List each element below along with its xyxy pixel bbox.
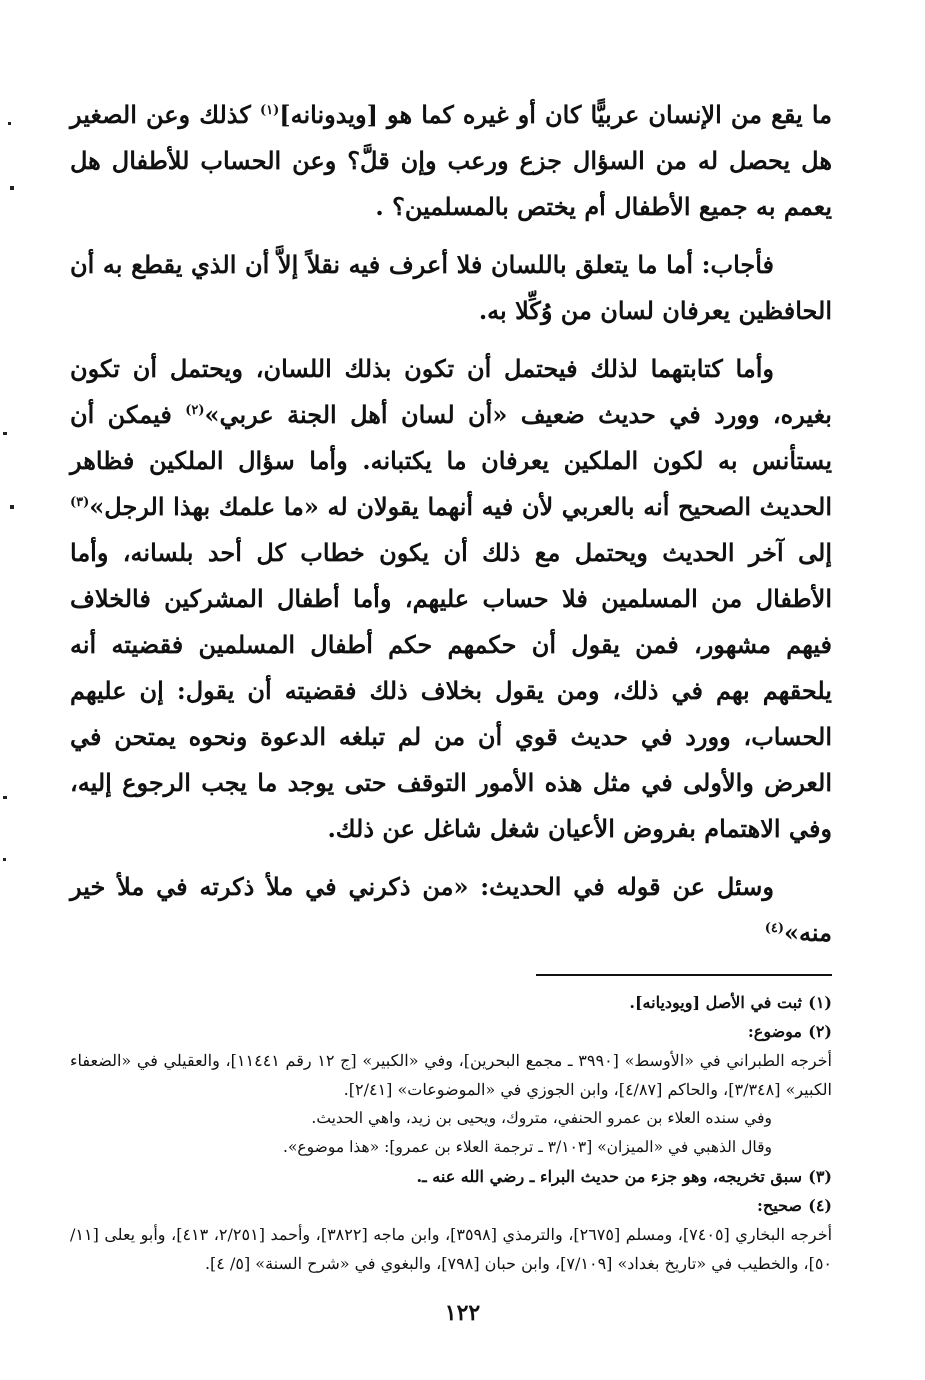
- scan-speck: [3, 432, 7, 435]
- footnote-2-note-1: وفي سنده العلاء بن عمرو الحنفي، متروك، ويحيى بن زيد، واهي الحديث.: [311, 1109, 772, 1127]
- footnote-divider: [536, 974, 832, 976]
- footnotes: [70, 988, 832, 1278]
- footnote-1: (١)ثبت في الأصل [ويوديانه].: [629, 993, 832, 1012]
- footnote-ref-4: (٤): [764, 921, 785, 936]
- footnote-2-heading: (٢)موضوع:: [747, 1022, 832, 1041]
- footnote-ref-2: (٢): [185, 403, 205, 418]
- footnote-2-note-2: وقال الذهبي في «الميزان» [٣/١٠٣ ـ ترجمة العلاء بن عمرو]: «هذا موضوع».: [283, 1138, 772, 1156]
- scan-speck: [10, 505, 14, 509]
- paragraph-4: وسئل عن قوله في الحديث: «من ذكرني في ملأ ذكرته في ملأ خير منه»$^{(٤)}$: [70, 872, 832, 947]
- paragraph-1: ما يقع من الإنسان عربيًّا كان أو غيره كما هو [ويدونانه]$^{(١)}$ كذلك وعن الصغير هل يحصل له من السؤال جزع ورعب وإن قلَّ؟ وعن الحساب للأطفال هل يعمم به جميع الأطفال أم يختص بالمسلمين؟ .: [70, 100, 832, 221]
- page-content: [70, 92, 832, 1278]
- footnote-2-body: أخرجه الطبراني في «الأوسط» [٣٩٩٠ ـ مجمع البحرين]، وفي «الكبير» [ج ١٢ رقم ١١٤٤١]، والعقيلي في «الضعفاء الكبير» [٣/٣٤٨]، والحاكم [٤/٨٧]، وابن الجوزي في «الموضوعات» [٢/٤١].: [70, 1051, 832, 1099]
- main-text: [70, 92, 832, 956]
- footnote-ref-3: (٣): [70, 495, 90, 510]
- scan-speck: [8, 122, 11, 125]
- paragraph-2: فأجاب: أما ما يتعلق باللسان فلا أعرف فيه نقلاً إلاَّ أن الذي يقطع به أن الحافظين يعرفان لسان من وُكِّلا به.: [70, 250, 832, 325]
- scan-speck: [3, 796, 7, 799]
- scan-speck: [10, 186, 14, 190]
- footnote-ref-1: (١): [259, 103, 280, 118]
- footnote-3: (٣)سبق تخريجه، وهو جزء من حديث البراء ـ رضي الله عنه ـ.: [416, 1167, 832, 1186]
- paragraph-3: وأما كتابتهما لذلك فيحتمل أن تكون بذلك اللسان، ويحتمل أن تكون بغيره، وورد في حديث ضعيف «أن لسان أهل الجنة عربي»$^{(٢)}$ فيمكن أن يستأنس به لكون الملكين يعرفان ما يكتبانه. وأما سؤال الملكين فظاهر الحديث الصحيح أنه بالعربي لأن فيه أنهما يقولان له «ما علمك بهذا الرجل»$^{(٣)}$ إلى آخر الحديث ويحتمل مع ذلك أن يكون خطاب كل أحد بلسانه، وأما الأطفال من المسلمين فلا حساب عليهم، وأما أطفال المشركين فالخلاف فيهم مشهور، فمن يقول أن حكمهم حكم أطفال المسلمين فقضيته أنه يلحقهم بهم في ذلك، ومن يقول بخلاف ذلك فقضيته أن يقول: إن عليهم الحساب، وورد في حديث قوي أن من لم تبلغه الدعوة ونحوه يمتحن في العرض والأولى في مثل هذه الأمور التوقف حتى يوجد ما يجب الرجوع إليه، وفي الاهتمام بفروض الأعيان شغل شاغل عن ذلك.: [70, 354, 832, 843]
- scan-speck: [3, 858, 6, 861]
- footnote-4-body: أخرجه البخاري [٧٤٠٥]، ومسلم [٢٦٧٥]، والترمذي [٣٥٩٨]، وابن ماجه [٣٨٢٢]، وأحمد [٢/٢٥١، ٤١٣]، وأبو يعلى [١١/ ٥٠]، والخطيب في «تاريخ بغداد» [٧/١٠٩]، وابن حبان [٧٩٨]، والبغوي في «شرح السنة» [٥/ ٤].: [70, 1225, 833, 1273]
- footnote-4-heading: (٤)صحيح:: [757, 1196, 832, 1215]
- page-number: ١٢٢: [444, 1300, 481, 1326]
